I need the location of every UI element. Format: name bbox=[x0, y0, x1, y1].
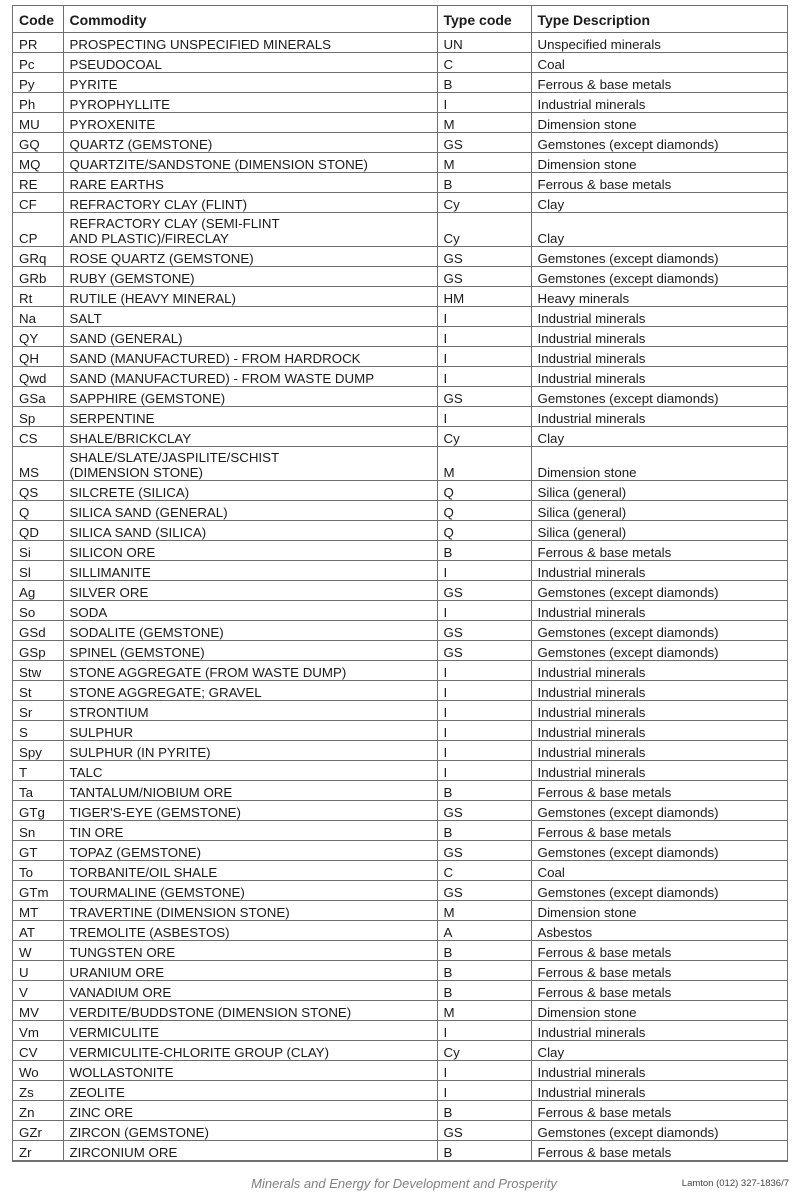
cell-code: Spy bbox=[13, 741, 63, 761]
cell-commodity: TALC bbox=[63, 761, 437, 781]
table-row bbox=[13, 1101, 787, 1121]
cell-type-code: A bbox=[437, 921, 531, 941]
cell-type-code: I bbox=[437, 601, 531, 621]
table-row bbox=[13, 247, 787, 267]
cell-type-description: Industrial minerals bbox=[531, 367, 787, 387]
cell-commodity: RARE EARTHS bbox=[63, 173, 437, 193]
cell-type-description: Gemstones (except diamonds) bbox=[531, 133, 787, 153]
table-row bbox=[13, 267, 787, 287]
cell-type-code: Cy bbox=[437, 427, 531, 447]
cell-code: S bbox=[13, 721, 63, 741]
cell-commodity: ZEOLITE bbox=[63, 1081, 437, 1101]
cell-type-code: I bbox=[437, 701, 531, 721]
cell-code: MQ bbox=[13, 153, 63, 173]
cell-code: CV bbox=[13, 1041, 63, 1061]
cell-type-description: Industrial minerals bbox=[531, 661, 787, 681]
cell-code: Zr bbox=[13, 1141, 63, 1161]
cell-commodity: ZIRCON (GEMSTONE) bbox=[63, 1121, 437, 1141]
cell-code: CF bbox=[13, 193, 63, 213]
cell-code: W bbox=[13, 941, 63, 961]
table-row bbox=[13, 93, 787, 113]
cell-type-code: I bbox=[437, 1061, 531, 1081]
table-row bbox=[13, 821, 787, 841]
cell-code: Vm bbox=[13, 1021, 63, 1041]
cell-commodity: SULPHUR (IN PYRITE) bbox=[63, 741, 437, 761]
cell-code: Sn bbox=[13, 821, 63, 841]
cell-type-code: I bbox=[437, 407, 531, 427]
cell-commodity: SODA bbox=[63, 601, 437, 621]
cell-code: Q bbox=[13, 501, 63, 521]
cell-type-code: I bbox=[437, 307, 531, 327]
table-row bbox=[13, 601, 787, 621]
cell-code: GSd bbox=[13, 621, 63, 641]
table-row bbox=[13, 193, 787, 213]
cell-code: V bbox=[13, 981, 63, 1001]
cell-type-code: HM bbox=[437, 287, 531, 307]
cell-code: Wo bbox=[13, 1061, 63, 1081]
cell-code: GZr bbox=[13, 1121, 63, 1141]
cell-type-code: M bbox=[437, 447, 531, 481]
cell-type-code: UN bbox=[437, 33, 531, 53]
cell-commodity: STRONTIUM bbox=[63, 701, 437, 721]
cell-code: Ph bbox=[13, 93, 63, 113]
cell-type-code: Q bbox=[437, 521, 531, 541]
cell-code: GTm bbox=[13, 881, 63, 901]
cell-code: Sp bbox=[13, 407, 63, 427]
table-row bbox=[13, 941, 787, 961]
cell-type-code: I bbox=[437, 367, 531, 387]
cell-commodity: ZINC ORE bbox=[63, 1101, 437, 1121]
cell-code: GSa bbox=[13, 387, 63, 407]
cell-type-code: M bbox=[437, 113, 531, 133]
cell-type-description: Ferrous & base metals bbox=[531, 821, 787, 841]
header-code: Code bbox=[13, 6, 63, 33]
cell-type-code: I bbox=[437, 661, 531, 681]
cell-type-description: Industrial minerals bbox=[531, 1061, 787, 1081]
table-row bbox=[13, 407, 787, 427]
cell-type-description: Ferrous & base metals bbox=[531, 941, 787, 961]
cell-type-description: Industrial minerals bbox=[531, 1021, 787, 1041]
cell-code: CS bbox=[13, 427, 63, 447]
cell-commodity: TOPAZ (GEMSTONE) bbox=[63, 841, 437, 861]
cell-type-description: Heavy minerals bbox=[531, 287, 787, 307]
cell-type-description: Clay bbox=[531, 1041, 787, 1061]
cell-type-code: B bbox=[437, 1141, 531, 1161]
cell-type-code: M bbox=[437, 153, 531, 173]
cell-code: QH bbox=[13, 347, 63, 367]
header-type-code: Type code bbox=[437, 6, 531, 33]
table-row bbox=[13, 761, 787, 781]
cell-type-code: B bbox=[437, 821, 531, 841]
table-row bbox=[13, 781, 787, 801]
cell-type-code: I bbox=[437, 741, 531, 761]
cell-type-description: Coal bbox=[531, 861, 787, 881]
table-row bbox=[13, 501, 787, 521]
cell-type-code: GS bbox=[437, 801, 531, 821]
table-row bbox=[13, 1121, 787, 1141]
cell-type-code: M bbox=[437, 1001, 531, 1021]
cell-type-description: Coal bbox=[531, 53, 787, 73]
cell-code: MT bbox=[13, 901, 63, 921]
cell-type-code: Q bbox=[437, 501, 531, 521]
cell-type-description: Gemstones (except diamonds) bbox=[531, 581, 787, 601]
cell-commodity: TANTALUM/NIOBIUM ORE bbox=[63, 781, 437, 801]
cell-code: Sl bbox=[13, 561, 63, 581]
cell-commodity: TRAVERTINE (DIMENSION STONE) bbox=[63, 901, 437, 921]
cell-commodity: WOLLASTONITE bbox=[63, 1061, 437, 1081]
table-row bbox=[13, 1081, 787, 1101]
cell-commodity: PYROXENITE bbox=[63, 113, 437, 133]
cell-type-code: B bbox=[437, 1101, 531, 1121]
cell-type-code: B bbox=[437, 961, 531, 981]
table-row bbox=[13, 113, 787, 133]
table-row bbox=[13, 153, 787, 173]
cell-type-code: GS bbox=[437, 581, 531, 601]
table-body bbox=[13, 33, 787, 1161]
cell-commodity: PROSPECTING UNSPECIFIED MINERALS bbox=[63, 33, 437, 53]
cell-code: Stw bbox=[13, 661, 63, 681]
cell-code: To bbox=[13, 861, 63, 881]
cell-type-description: Ferrous & base metals bbox=[531, 173, 787, 193]
cell-type-code: I bbox=[437, 761, 531, 781]
table-row bbox=[13, 481, 787, 501]
table-row bbox=[13, 287, 787, 307]
cell-code: MU bbox=[13, 113, 63, 133]
cell-code: CP bbox=[13, 213, 63, 247]
cell-commodity: TOURMALINE (GEMSTONE) bbox=[63, 881, 437, 901]
cell-type-code: GS bbox=[437, 267, 531, 287]
cell-type-code: I bbox=[437, 1021, 531, 1041]
cell-type-description: Industrial minerals bbox=[531, 1081, 787, 1101]
cell-code: Na bbox=[13, 307, 63, 327]
cell-code: St bbox=[13, 681, 63, 701]
cell-type-code: M bbox=[437, 901, 531, 921]
cell-commodity: ZIRCONIUM ORE bbox=[63, 1141, 437, 1161]
cell-commodity: SILICA SAND (GENERAL) bbox=[63, 501, 437, 521]
table-row bbox=[13, 367, 787, 387]
cell-code: U bbox=[13, 961, 63, 981]
cell-type-description: Dimension stone bbox=[531, 153, 787, 173]
table-row bbox=[13, 1001, 787, 1021]
table-row bbox=[13, 387, 787, 407]
cell-type-description: Ferrous & base metals bbox=[531, 961, 787, 981]
table-row bbox=[13, 701, 787, 721]
cell-type-code: I bbox=[437, 721, 531, 741]
cell-type-code: GS bbox=[437, 641, 531, 661]
cell-commodity: VERMICULITE-CHLORITE GROUP (CLAY) bbox=[63, 1041, 437, 1061]
table-row bbox=[13, 921, 787, 941]
cell-commodity: PSEUDOCOAL bbox=[63, 53, 437, 73]
cell-type-code: B bbox=[437, 73, 531, 93]
cell-type-code: B bbox=[437, 941, 531, 961]
cell-commodity: SPINEL (GEMSTONE) bbox=[63, 641, 437, 661]
cell-commodity: REFRACTORY CLAY (SEMI-FLINT AND PLASTIC)/FIRECLAY bbox=[63, 213, 437, 247]
cell-commodity: SHALE/BRICKCLAY bbox=[63, 427, 437, 447]
cell-code: Pc bbox=[13, 53, 63, 73]
table-row bbox=[13, 581, 787, 601]
cell-commodity: TORBANITE/OIL SHALE bbox=[63, 861, 437, 881]
cell-type-description: Industrial minerals bbox=[531, 701, 787, 721]
cell-type-description: Gemstones (except diamonds) bbox=[531, 641, 787, 661]
table-row bbox=[13, 347, 787, 367]
cell-type-code: B bbox=[437, 173, 531, 193]
cell-type-code: GS bbox=[437, 841, 531, 861]
table-row bbox=[13, 841, 787, 861]
cell-type-description: Industrial minerals bbox=[531, 681, 787, 701]
cell-code: QY bbox=[13, 327, 63, 347]
commodity-table-frame bbox=[12, 5, 788, 1162]
table-header-row bbox=[13, 6, 787, 33]
cell-type-code: I bbox=[437, 1081, 531, 1101]
cell-code: Zs bbox=[13, 1081, 63, 1101]
cell-commodity: SILCRETE (SILICA) bbox=[63, 481, 437, 501]
cell-code: GQ bbox=[13, 133, 63, 153]
cell-commodity: STONE AGGREGATE; GRAVEL bbox=[63, 681, 437, 701]
cell-type-description: Gemstones (except diamonds) bbox=[531, 1121, 787, 1141]
cell-type-description: Industrial minerals bbox=[531, 601, 787, 621]
cell-type-description: Dimension stone bbox=[531, 1001, 787, 1021]
cell-code: GRb bbox=[13, 267, 63, 287]
footer-tagline: Minerals and Energy for Development and Prosperity bbox=[251, 1176, 557, 1191]
table-row bbox=[13, 681, 787, 701]
cell-type-code: GS bbox=[437, 1121, 531, 1141]
page-footer bbox=[0, 1174, 808, 1194]
cell-commodity: TUNGSTEN ORE bbox=[63, 941, 437, 961]
cell-type-description: Ferrous & base metals bbox=[531, 981, 787, 1001]
cell-type-description: Industrial minerals bbox=[531, 761, 787, 781]
cell-code: GRq bbox=[13, 247, 63, 267]
cell-code: Py bbox=[13, 73, 63, 93]
table-row bbox=[13, 961, 787, 981]
cell-type-description: Clay bbox=[531, 213, 787, 247]
cell-type-description: Clay bbox=[531, 193, 787, 213]
cell-type-code: GS bbox=[437, 881, 531, 901]
table-row bbox=[13, 881, 787, 901]
cell-code: QD bbox=[13, 521, 63, 541]
cell-commodity: SALT bbox=[63, 307, 437, 327]
cell-type-description: Dimension stone bbox=[531, 113, 787, 133]
cell-code: RE bbox=[13, 173, 63, 193]
cell-type-code: I bbox=[437, 681, 531, 701]
cell-type-description: Industrial minerals bbox=[531, 407, 787, 427]
table-row bbox=[13, 1141, 787, 1161]
cell-type-code: B bbox=[437, 981, 531, 1001]
cell-type-code: C bbox=[437, 53, 531, 73]
table-row bbox=[13, 661, 787, 681]
cell-type-description: Ferrous & base metals bbox=[531, 73, 787, 93]
cell-code: AT bbox=[13, 921, 63, 941]
table-row bbox=[13, 53, 787, 73]
cell-type-code: GS bbox=[437, 387, 531, 407]
cell-code: So bbox=[13, 601, 63, 621]
table-row bbox=[13, 173, 787, 193]
table-row bbox=[13, 73, 787, 93]
cell-type-code: I bbox=[437, 327, 531, 347]
cell-type-description: Asbestos bbox=[531, 921, 787, 941]
cell-code: Ta bbox=[13, 781, 63, 801]
cell-code: Sr bbox=[13, 701, 63, 721]
cell-type-description: Gemstones (except diamonds) bbox=[531, 881, 787, 901]
commodity-table bbox=[13, 6, 787, 1161]
cell-code: GSp bbox=[13, 641, 63, 661]
cell-commodity: RUBY (GEMSTONE) bbox=[63, 267, 437, 287]
table-row bbox=[13, 901, 787, 921]
cell-type-code: GS bbox=[437, 247, 531, 267]
cell-code: Qwd bbox=[13, 367, 63, 387]
cell-commodity: VANADIUM ORE bbox=[63, 981, 437, 1001]
cell-type-description: Silica (general) bbox=[531, 501, 787, 521]
cell-type-code: I bbox=[437, 561, 531, 581]
cell-type-description: Silica (general) bbox=[531, 521, 787, 541]
table-row bbox=[13, 427, 787, 447]
cell-type-description: Clay bbox=[531, 427, 787, 447]
cell-type-code: B bbox=[437, 781, 531, 801]
table-row bbox=[13, 447, 787, 481]
cell-commodity: PYROPHYLLITE bbox=[63, 93, 437, 113]
table-row bbox=[13, 1021, 787, 1041]
cell-type-description: Gemstones (except diamonds) bbox=[531, 267, 787, 287]
cell-code: Si bbox=[13, 541, 63, 561]
cell-type-code: GS bbox=[437, 621, 531, 641]
table-row bbox=[13, 213, 787, 247]
cell-type-description: Ferrous & base metals bbox=[531, 1101, 787, 1121]
cell-type-description: Gemstones (except diamonds) bbox=[531, 387, 787, 407]
cell-commodity: ROSE QUARTZ (GEMSTONE) bbox=[63, 247, 437, 267]
table-row bbox=[13, 741, 787, 761]
cell-commodity: SAND (MANUFACTURED) - FROM WASTE DUMP bbox=[63, 367, 437, 387]
cell-code: PR bbox=[13, 33, 63, 53]
cell-type-description: Industrial minerals bbox=[531, 93, 787, 113]
cell-type-description: Industrial minerals bbox=[531, 561, 787, 581]
cell-commodity: SILVER ORE bbox=[63, 581, 437, 601]
cell-commodity: URANIUM ORE bbox=[63, 961, 437, 981]
cell-commodity: PYRITE bbox=[63, 73, 437, 93]
cell-type-description: Industrial minerals bbox=[531, 741, 787, 761]
cell-commodity: SERPENTINE bbox=[63, 407, 437, 427]
cell-type-code: Q bbox=[437, 481, 531, 501]
cell-code: QS bbox=[13, 481, 63, 501]
cell-commodity: QUARTZ (GEMSTONE) bbox=[63, 133, 437, 153]
cell-commodity: SULPHUR bbox=[63, 721, 437, 741]
cell-code: GT bbox=[13, 841, 63, 861]
cell-code: MS bbox=[13, 447, 63, 481]
cell-commodity: SILLIMANITE bbox=[63, 561, 437, 581]
cell-commodity: SHALE/SLATE/JASPILITE/SCHIST (DIMENSION STONE) bbox=[63, 447, 437, 481]
cell-type-description: Industrial minerals bbox=[531, 307, 787, 327]
table-row bbox=[13, 801, 787, 821]
table-row bbox=[13, 641, 787, 661]
cell-commodity: SILICA SAND (SILICA) bbox=[63, 521, 437, 541]
cell-code: T bbox=[13, 761, 63, 781]
cell-commodity: SAND (GENERAL) bbox=[63, 327, 437, 347]
table-row bbox=[13, 327, 787, 347]
table-row bbox=[13, 133, 787, 153]
cell-type-code: I bbox=[437, 93, 531, 113]
cell-commodity: SAND (MANUFACTURED) - FROM HARDROCK bbox=[63, 347, 437, 367]
cell-commodity: VERMICULITE bbox=[63, 1021, 437, 1041]
cell-commodity: QUARTZITE/SANDSTONE (DIMENSION STONE) bbox=[63, 153, 437, 173]
cell-type-code: C bbox=[437, 861, 531, 881]
cell-code: Rt bbox=[13, 287, 63, 307]
cell-type-description: Dimension stone bbox=[531, 447, 787, 481]
cell-type-code: Cy bbox=[437, 1041, 531, 1061]
cell-type-description: Dimension stone bbox=[531, 901, 787, 921]
table-row bbox=[13, 621, 787, 641]
cell-commodity: VERDITE/BUDDSTONE (DIMENSION STONE) bbox=[63, 1001, 437, 1021]
cell-type-description: Ferrous & base metals bbox=[531, 781, 787, 801]
cell-commodity: RUTILE (HEAVY MINERAL) bbox=[63, 287, 437, 307]
table-row bbox=[13, 307, 787, 327]
cell-commodity: TIN ORE bbox=[63, 821, 437, 841]
cell-type-description: Ferrous & base metals bbox=[531, 1141, 787, 1161]
cell-code: GTg bbox=[13, 801, 63, 821]
cell-type-description: Industrial minerals bbox=[531, 327, 787, 347]
cell-commodity: SODALITE (GEMSTONE) bbox=[63, 621, 437, 641]
cell-type-description: Gemstones (except diamonds) bbox=[531, 801, 787, 821]
cell-type-description: Gemstones (except diamonds) bbox=[531, 841, 787, 861]
table-row bbox=[13, 33, 787, 53]
cell-commodity: SILICON ORE bbox=[63, 541, 437, 561]
header-type-description: Type Description bbox=[531, 6, 787, 33]
cell-type-description: Unspecified minerals bbox=[531, 33, 787, 53]
cell-commodity: STONE AGGREGATE (FROM WASTE DUMP) bbox=[63, 661, 437, 681]
cell-code: Ag bbox=[13, 581, 63, 601]
cell-commodity: REFRACTORY CLAY (FLINT) bbox=[63, 193, 437, 213]
cell-commodity: SAPPHIRE (GEMSTONE) bbox=[63, 387, 437, 407]
cell-code: Zn bbox=[13, 1101, 63, 1121]
cell-type-code: Cy bbox=[437, 193, 531, 213]
table-row bbox=[13, 521, 787, 541]
cell-type-code: B bbox=[437, 541, 531, 561]
cell-type-description: Gemstones (except diamonds) bbox=[531, 621, 787, 641]
cell-type-code: GS bbox=[437, 133, 531, 153]
table-row bbox=[13, 861, 787, 881]
cell-type-code: Cy bbox=[437, 213, 531, 247]
table-row bbox=[13, 721, 787, 741]
cell-type-description: Industrial minerals bbox=[531, 347, 787, 367]
footer-credit: Lamton (012) 327-1836/7 bbox=[681, 1178, 789, 1189]
table-row bbox=[13, 541, 787, 561]
cell-type-description: Gemstones (except diamonds) bbox=[531, 247, 787, 267]
table-row bbox=[13, 1061, 787, 1081]
header-commodity: Commodity bbox=[63, 6, 437, 33]
table-row bbox=[13, 561, 787, 581]
cell-commodity: TREMOLITE (ASBESTOS) bbox=[63, 921, 437, 941]
cell-code: MV bbox=[13, 1001, 63, 1021]
table-row bbox=[13, 981, 787, 1001]
cell-type-description: Ferrous & base metals bbox=[531, 541, 787, 561]
cell-type-code: I bbox=[437, 347, 531, 367]
cell-type-description: Silica (general) bbox=[531, 481, 787, 501]
cell-commodity: TIGER'S-EYE (GEMSTONE) bbox=[63, 801, 437, 821]
table-row bbox=[13, 1041, 787, 1061]
cell-type-description: Industrial minerals bbox=[531, 721, 787, 741]
